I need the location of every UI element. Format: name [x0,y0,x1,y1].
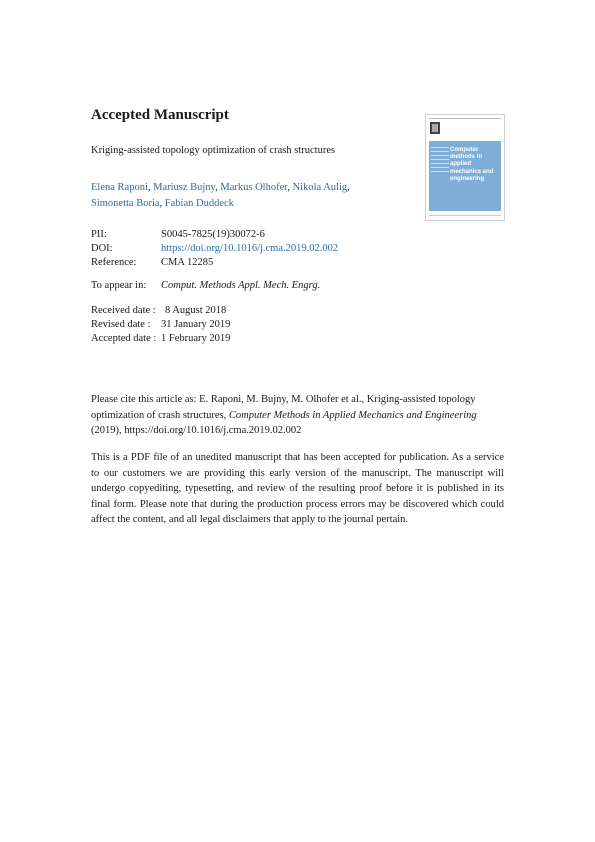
appear-label: To appear in: [91,280,147,291]
journal-cover-thumbnail [425,114,505,221]
author-link[interactable]: Nikola Aulig [292,182,348,193]
accepted-label: Accepted date : [91,333,157,344]
pii-label: PII: [91,229,107,240]
author-link[interactable]: Mariusz Bujny [153,182,216,193]
manuscript-notice: This is a PDF file of an unedited manuscript that has been accepted for publication. As a service to our customers we are providing this early version of the manuscript. The manuscript will undergo copyediting, typesetting, and review of the resulting proof before it is published in its final form. Please note that during the production process errors may be discovered which could affect the content, and all legal disclaimers that apply to the journal pertain. [91,452,504,526]
doi-link[interactable]: https://doi.org/10.1016/j.cma.2019.02.002 [161,243,339,254]
publisher-logo-icon [430,122,440,134]
reference-label: Reference: [91,257,137,268]
citation-journal: Computer Methods in Applied Mechanics and Engineering [228,409,477,421]
received-label: Received date : [91,305,156,316]
author-list: Elena Raponi, Mariusz Bujny, Markus Olhofer, Nikola Aulig, Simonetta Boria, Fabian Duddeck [91,182,350,209]
author-link[interactable]: Markus Olhofer [220,182,288,193]
journal-abbrev: Comput. Methods Appl. Mech. Engrg. [161,280,321,291]
cover-journal-name: Computer methods in applied mechanics and engineering [450,147,494,182]
revised-date: 31 January 2019 [161,319,231,330]
revised-label: Revised date : [91,319,151,330]
author-link[interactable]: Simonetta Boria [91,197,160,209]
author-link[interactable]: Elena Raponi [91,182,148,193]
article-title: Kriging-assisted topology optimization of crash structures [91,145,336,156]
cover-contents-lines [431,147,449,175]
manuscript-title: Accepted Manuscript [91,107,229,123]
pii-value: S0045-7825(19)30072-6 [161,229,265,240]
author-link[interactable]: Fabian Duddeck [164,197,234,209]
received-date: 8 August 2018 [165,305,227,316]
doi-label: DOI: [91,243,113,254]
accepted-date: 1 February 2019 [161,333,231,344]
citation-text: Please cite this article as: E. Raponi, M. Bujny, M. Olhofer et al., Kriging-assisted topology optimization of crash structures, Computer Methods in Applied Mechanics and Engineering (2019), https://doi.org/10.1016/j.cma.2019.02.002 [91,394,477,437]
reference-value: CMA 12285 [161,257,214,268]
